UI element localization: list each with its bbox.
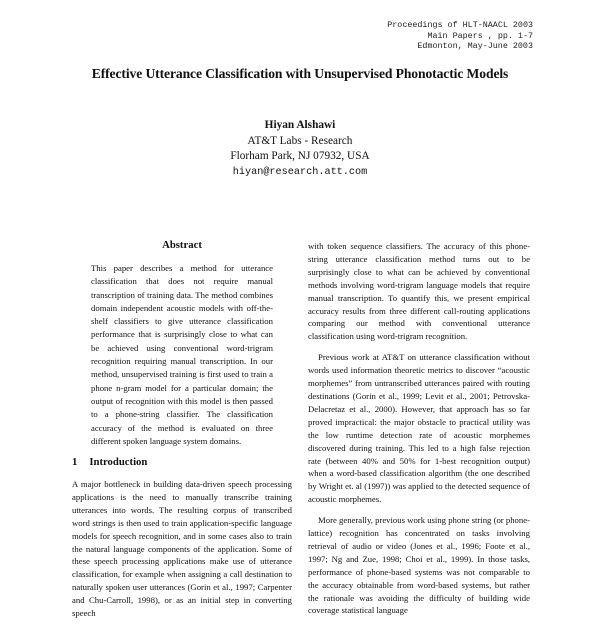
- right-paragraph-1: with token sequence classifiers. The accuracy of this phone-string utterance classification method turns out to be surprisingly close to what can be achieved by conventional methods involving word-trigram language models that require manual transcription. To quantify this, we present empirical accuracy results from three different call-routing applications comparing our method with conventional utterance classification using word-trigram recognition.: [308, 241, 530, 342]
- right-paragraph-3: More generally, previous work using phone string (or phone-lattice) recognition has concentrated on tasks involving retrieval of audio or video (Jones et al., 1996; Foote et al., 1997; Ng and Zue, 1998; Choi et al., 1999). In those tasks, performance of phone-based systems was not comparable to the accuracy obtainable from word-based systems, but rather the rationale was avoiding the difficulty of building wide coverage statistical language: [308, 515, 530, 616]
- author-name: Hiyan Alshawi: [264, 119, 336, 131]
- author-affiliation: AT&T Labs - Research: [247, 134, 353, 147]
- right-paragraph-2: Previous work at AT&T on utterance classification without words used information theoretic metrics to discover “acoustic morphemes” from untranscribed utterances paired with routing destinations (Gorin et al., 1999; Levit et al., 2001; Petrovska-Delacretaz et al., 2000). However, that approach has so far proved impractical: the major obstacle to practical utility was the low runtime detection rate of acoustic morphemes discovered during training. This led to a high false rejection rate (between 40% and 50% for 1-best recognition output) when a word-based classification algorithm (the one described by Wright et. al (1997)) was applied to the detected sequence of acoustic morphemes.: [308, 352, 530, 505]
- author-email: hiyan@research.att.com: [232, 166, 368, 178]
- author-block: [0, 118, 600, 180]
- pages-line: Main Papers , pp. 1-7: [427, 30, 533, 41]
- abstract-heading: Abstract: [162, 239, 202, 251]
- proceedings-header: [387, 20, 533, 52]
- section-number: 1: [72, 456, 78, 468]
- introduction-text: A major bottleneck in building data-driven speech processing applications is the need to manually transcribe training utterances into words. The resulting corpus of transcribed word strings is then used to train application-specific language models for speech recognition, and in some cases also to train the natural language components of the application. Some of these speech processing applications make use of utterance classification, for example when assigning a call destination to naturally spoken user utterances (Gorin et al., 1997; Carpenter and Chu-Carroll, 1998), or as an initial step in converting speech: [72, 479, 292, 619]
- author-address: Florham Park, NJ 07932, USA: [230, 150, 370, 162]
- section-title: Introduction: [89, 456, 148, 468]
- paper-title: Effective Utterance Classification with Unsupervised Phonotactic Models: [91, 66, 509, 81]
- proceedings-line: Proceedings of HLT-NAACL 2003: [387, 20, 533, 30]
- location-line: Edmonton, May-June 2003: [417, 41, 533, 52]
- right-column: [308, 240, 530, 625]
- abstract-text: This paper describes a method for utterance classification that does not require manual transcription of training data. The method combines domain independent acoustic models with off-the-shelf classifiers to give utterance classification performance that is surprisingly close to what can be achieved using conventional word-trigram recognition requiring manual transcription. In our method, unsupervised training is first used to train a phone n-gram model for a particular domain; the output of recognition with this model is then passed to a phone-string classifier. The classification accuracy of the method is evaluated on three different spoken language system domains.: [91, 263, 273, 446]
- section-heading: [72, 456, 147, 468]
